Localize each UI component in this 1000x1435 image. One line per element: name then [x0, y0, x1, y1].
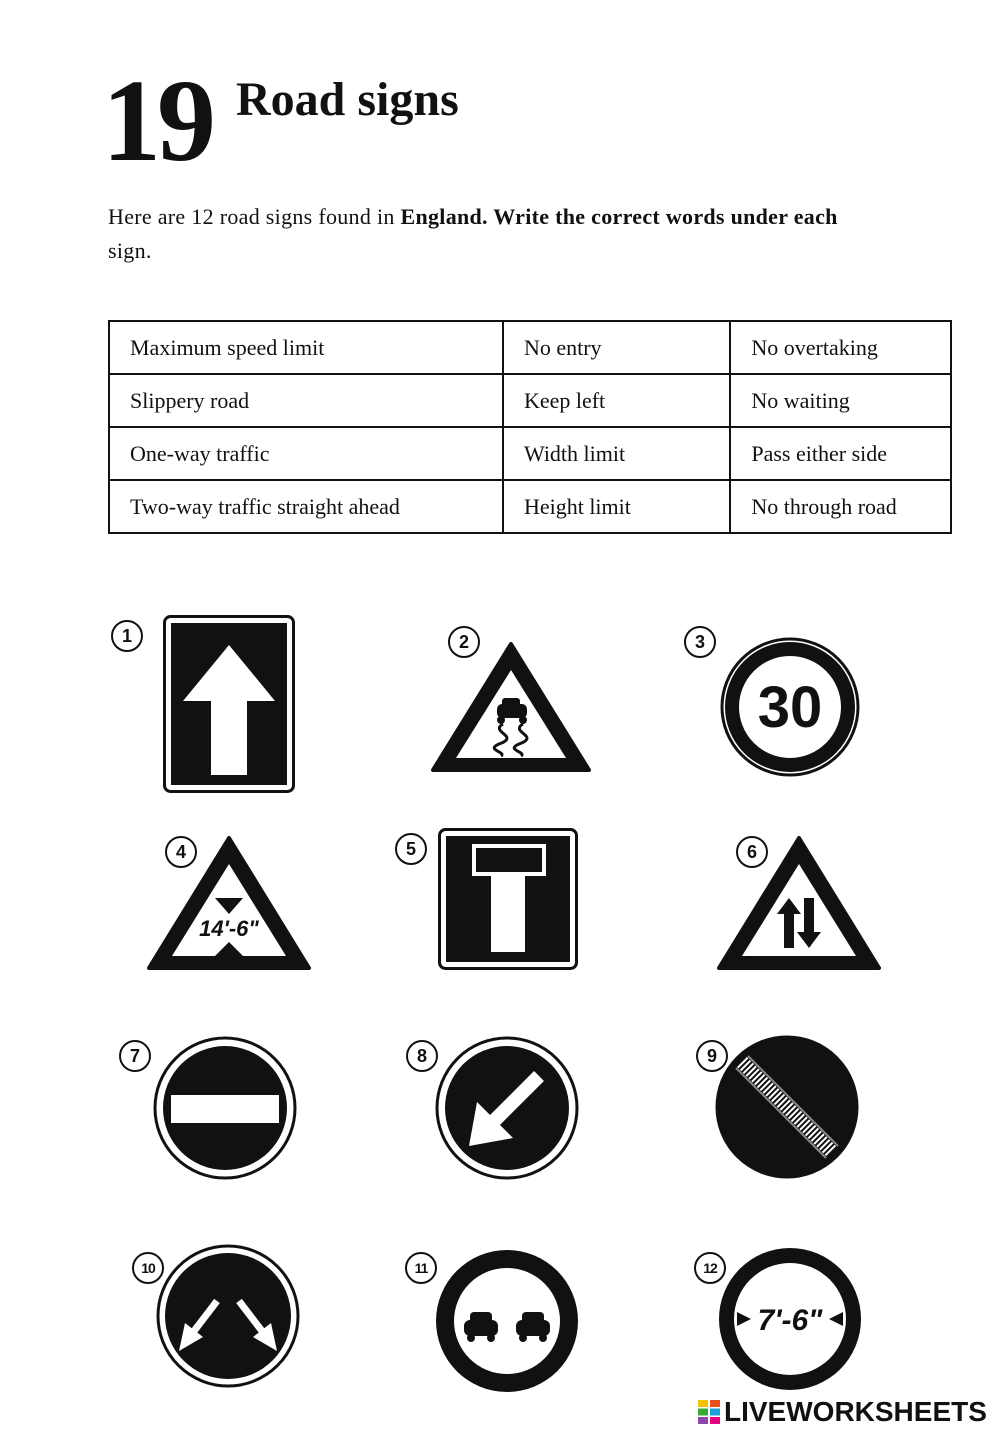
- sign-number-badge: 3: [684, 626, 716, 658]
- width-limit-icon: [717, 1246, 863, 1392]
- instructions-country: England.: [400, 204, 488, 229]
- word-bank-table: [108, 320, 952, 534]
- instructions-part1: Here are 12 road signs found in: [108, 204, 401, 229]
- table-cell: No entry: [503, 321, 730, 374]
- sign-number-badge: 12: [694, 1252, 726, 1284]
- instructions-part3: sign.: [108, 238, 152, 263]
- table-row: [109, 321, 951, 374]
- table-cell: Pass either side: [730, 427, 951, 480]
- table-cell: Width limit: [503, 427, 730, 480]
- table-row: [109, 480, 951, 533]
- sign-number-badge: 7: [119, 1040, 151, 1072]
- page-title: Road signs: [236, 73, 459, 126]
- sign-number-badge: 10: [132, 1252, 164, 1284]
- unit-number: 19: [102, 55, 212, 186]
- slippery-road-icon: [429, 640, 593, 774]
- table-row: [109, 374, 951, 427]
- pass-either-side-icon: [155, 1243, 301, 1389]
- instructions-part2: Write the correct words under each: [487, 204, 838, 229]
- sign-number-badge: 8: [406, 1040, 438, 1072]
- no-waiting-icon: [714, 1034, 860, 1180]
- sign-number-badge: 11: [405, 1252, 437, 1284]
- table-cell: Slippery road: [109, 374, 503, 427]
- table-cell: No through road: [730, 480, 951, 533]
- instructions: [108, 200, 958, 268]
- watermark: [698, 1396, 987, 1428]
- no-overtaking-icon: [434, 1248, 580, 1394]
- watermark-text: LIVEWORKSHEETS: [724, 1396, 987, 1427]
- speed-limit-value: 30: [757, 675, 823, 740]
- sign-number-badge: 5: [395, 833, 427, 865]
- no-through-road-icon: [438, 828, 578, 970]
- sign-number-badge: 1: [111, 620, 143, 652]
- height-limit-icon: [145, 834, 313, 972]
- two-way-traffic-icon: [715, 834, 883, 972]
- no-entry-icon: [153, 1036, 297, 1180]
- table-cell: Two-way traffic straight ahead: [109, 480, 503, 533]
- table-cell: One-way traffic: [109, 427, 503, 480]
- height-limit-value: 14'-6": [199, 916, 259, 941]
- one-way-arrow-icon: [163, 615, 295, 793]
- sign-number-badge: 6: [736, 836, 768, 868]
- sign-number-badge: 4: [165, 836, 197, 868]
- table-cell: Keep left: [503, 374, 730, 427]
- sign-number-badge: 2: [448, 626, 480, 658]
- table-row: [109, 427, 951, 480]
- keep-left-icon: [435, 1036, 579, 1180]
- width-limit-value: 7'-6": [757, 1304, 823, 1337]
- table-cell: Height limit: [503, 480, 730, 533]
- liveworksheets-logo-icon: [698, 1400, 720, 1424]
- speed-limit-icon: [719, 636, 861, 778]
- table-cell: No overtaking: [730, 321, 951, 374]
- table-cell: Maximum speed limit: [109, 321, 503, 374]
- table-cell: No waiting: [730, 374, 951, 427]
- sign-number-badge: 9: [696, 1040, 728, 1072]
